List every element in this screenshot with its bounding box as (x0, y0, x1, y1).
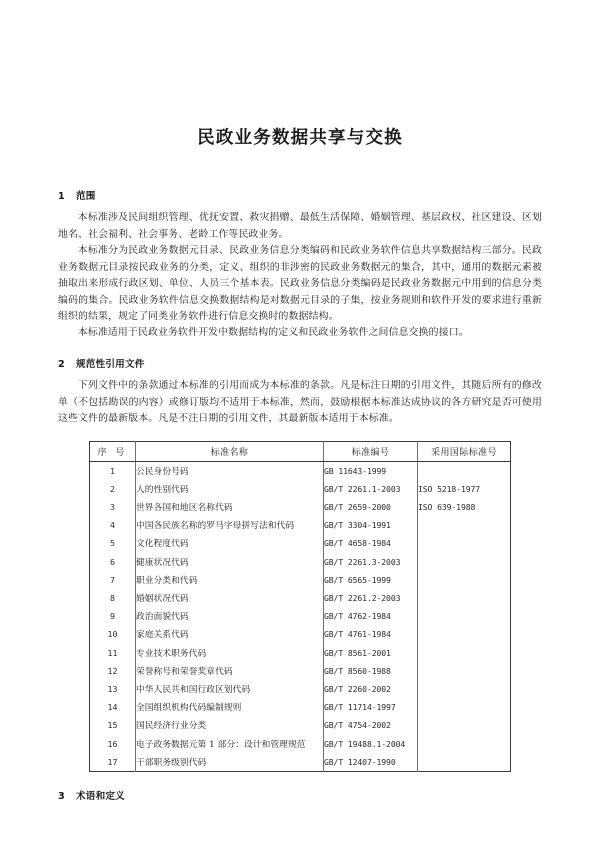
cell-index: 13 (90, 680, 136, 698)
cell-international-no (418, 698, 511, 716)
section-number-3: 3 (58, 790, 65, 802)
cell-standard-number: GB/T 2261.2-2003 (324, 589, 418, 607)
cell-standard-number: GB/T 4761-1984 (324, 625, 418, 643)
table-row (90, 498, 511, 516)
section-1-paragraph-1: 本标准涉及民间组织管理、优抚安置、救灾捐赠、最低生活保障、婚姻管理、基层政权、社区建设、区划地名、社会福利、社会事务、老龄工作等民政业务。 (58, 212, 542, 240)
cell-international-no (418, 607, 511, 625)
cell-international-no (418, 753, 511, 772)
cell-standard-name: 健康状况代码 (136, 553, 324, 571)
column-header-index (90, 442, 136, 461)
section-heading-2 (58, 359, 542, 371)
section-heading-1 (58, 191, 542, 203)
table-row (90, 480, 511, 498)
cell-standard-name: 专业技术职务代码 (136, 643, 324, 661)
table-row (90, 625, 511, 643)
table-row (90, 680, 511, 698)
cell-standard-number: GB/T 3304-1991 (324, 516, 418, 534)
cell-standard-number: GB/T 6565-1999 (324, 571, 418, 589)
cell-index: 16 (90, 734, 136, 752)
table-row (90, 589, 511, 607)
cell-standard-number: GB/T 12407-1990 (324, 753, 418, 772)
cell-international-no (418, 589, 511, 607)
cell-index: 10 (90, 625, 136, 643)
cell-international-no (418, 461, 511, 480)
cell-international-no (418, 534, 511, 552)
cell-standard-name: 家庭关系代码 (136, 625, 324, 643)
cell-standard-number: GB/T 4658-1984 (324, 534, 418, 552)
cell-standard-name: 电子政务数据元第 1 部分：设计和管理规范 (136, 734, 324, 752)
cell-international-no (418, 553, 511, 571)
cell-international-no (418, 643, 511, 661)
section-title-3: 术语和定义 (76, 790, 125, 802)
cell-standard-name: 人的性别代码 (136, 480, 324, 498)
cell-standard-number: GB/T 11714-1997 (324, 698, 418, 716)
section-1-paragraph-2: 本标准分为民政业务数据元目录、民政业务信息分类编码和民政业务软件信息共享数据结构三部分。民政业务数据元目录按民政业务的分类，定义、组织的非涉密的民政业务数据元的集合，其中，通用的数据元素被抽取出来形成行政区划、单位、人员三个基本表。民政业务信息分类编码是民政业务数据元中用到的信息分类编码的集合。民政业务软件信息交换数据结构是对数据元目录的子集，按业务规则和软件开发的要求进行重新组织的结果，规定了同类业务软件进行信息交换时的数据结构。 (58, 245, 542, 322)
cell-index: 17 (90, 753, 136, 772)
cell-index: 1 (90, 461, 136, 480)
cell-index: 9 (90, 607, 136, 625)
table-row (90, 571, 511, 589)
cell-standard-number: GB/T 19488.1-2004 (324, 734, 418, 752)
cell-standard-name: 政治面貌代码 (136, 607, 324, 625)
cell-index: 15 (90, 716, 136, 734)
column-header-standard-no: 标准编号 (324, 442, 418, 461)
cell-international-no: ISO 5218-1977 (418, 483, 481, 494)
cell-index: 11 (90, 643, 136, 661)
cell-international-no (418, 516, 511, 534)
cell-index: 6 (90, 553, 136, 571)
table-row (90, 753, 511, 772)
cell-international-no (418, 716, 511, 734)
section-2-paragraph-1: 下列文件中的条款通过本标准的引用而成为本标准的条款。凡是标注日期的引用文件，其随后所有的修改单（不包括勘误的内容）或修订版均不适用于本标准，然而，鼓励根据本标准达成协议的各方研究是否可使用这些文件的最新版本。凡是不注日期的引用文件，其最新版本适用于本标准。 (58, 380, 542, 424)
section-number-2: 2 (58, 358, 65, 370)
cell-index: 5 (90, 534, 136, 552)
cell-standard-number: GB/T 4754-2002 (324, 716, 418, 734)
cell-index: 4 (90, 516, 136, 534)
cell-standard-number: GB/T 8560-1988 (324, 662, 418, 680)
cell-standard-number: GB/T 4762-1984 (324, 607, 418, 625)
cell-international-no (418, 625, 511, 643)
cell-standard-number: GB/T 8561-2001 (324, 643, 418, 661)
page-title: 民政业务数据共享与交换 (197, 128, 403, 148)
column-header-name: 标准名称 (136, 442, 324, 461)
cell-international-no (418, 734, 511, 752)
table-row (90, 607, 511, 625)
cell-standard-name: 全国组织机构代码编制规则 (136, 698, 324, 716)
cell-international-no: ISO 639-1988 (418, 502, 476, 513)
cell-index: 3 (90, 498, 136, 516)
section-title-1: 范围 (76, 191, 96, 202)
normative-references-table (89, 441, 511, 771)
cell-standard-name: 国民经济行业分类 (136, 716, 324, 734)
cell-standard-name: 婚姻状况代码 (136, 589, 324, 607)
cell-index: 14 (90, 698, 136, 716)
cell-international-no (418, 571, 511, 589)
table-header-row (90, 442, 511, 461)
cell-international-no (418, 680, 511, 698)
table-row (90, 534, 511, 552)
cell-standard-number: GB/T 2659-2000 (324, 498, 418, 516)
table-body (90, 461, 511, 771)
cell-index: 8 (90, 589, 136, 607)
cell-standard-name: 干部职务级别代码 (136, 753, 324, 772)
column-header-international-no: 采用国际标准号 (418, 442, 511, 461)
section-number-1: 1 (58, 191, 65, 202)
section-title-2: 规范性引用文件 (76, 358, 145, 370)
cell-index: 12 (90, 662, 136, 680)
table-row (90, 716, 511, 734)
column-header-index-label: 序 号 (97, 448, 128, 458)
cell-standard-name: 文化程度代码 (136, 534, 324, 552)
cell-index: 7 (90, 571, 136, 589)
cell-standard-name: 公民身份号码 (136, 461, 324, 480)
cell-international-no (418, 662, 511, 680)
table-row (90, 516, 511, 534)
table-row (90, 662, 511, 680)
table-row (90, 734, 511, 752)
table-row (90, 553, 511, 571)
section-1-paragraph-3: 本标准适用于民政业务软件开发中数据结构的定义和民政业务软件之间信息交换的接口。 (77, 327, 469, 339)
cell-index: 2 (90, 480, 136, 498)
table-row (90, 643, 511, 661)
cell-standard-name: 中国各民族名称的罗马字母拼写法和代码 (136, 516, 324, 534)
cell-standard-number: GB/T 2260-2002 (324, 680, 418, 698)
cell-standard-name: 世界各国和地区名称代码 (136, 498, 324, 516)
cell-standard-number: GB 11643-1999 (324, 461, 418, 480)
cell-standard-name: 中华人民共和国行政区划代码 (136, 680, 324, 698)
table-row (90, 698, 511, 716)
section-heading-3 (58, 791, 542, 803)
cell-standard-name: 荣誉称号和荣誉奖章代码 (136, 662, 324, 680)
cell-standard-number: GB/T 2261.1-2003 (324, 480, 418, 498)
cell-standard-name: 职业分类和代码 (136, 571, 324, 589)
cell-standard-number: GB/T 2261.3-2003 (324, 553, 418, 571)
reference-table-container (58, 441, 542, 771)
table-row (90, 461, 511, 480)
